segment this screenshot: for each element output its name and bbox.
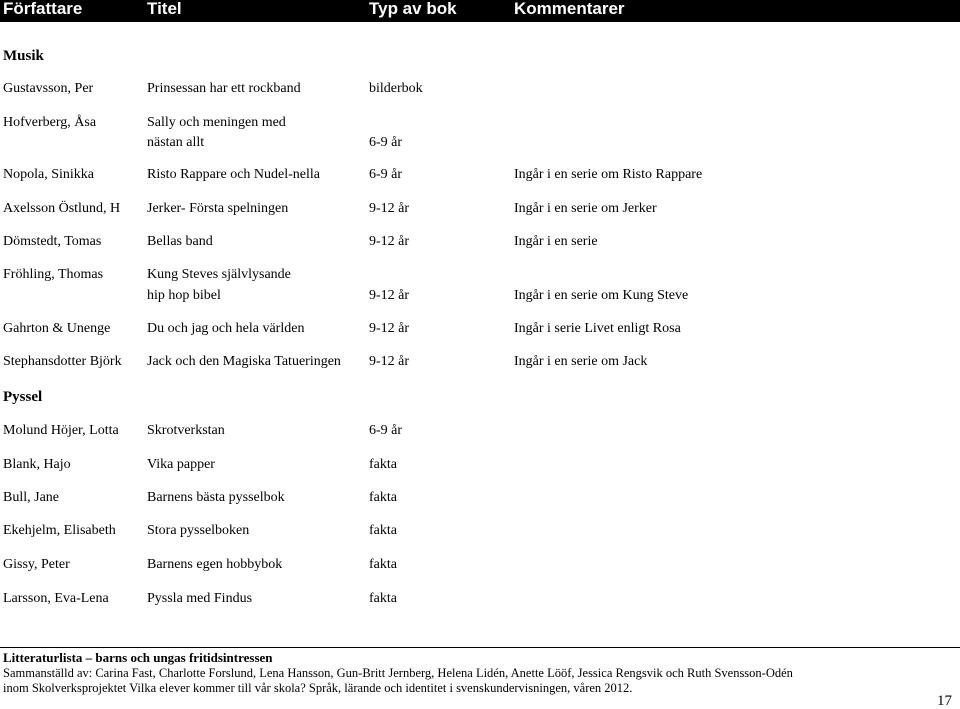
cell-title: Stora pysselboken xyxy=(147,523,250,538)
cell-author: Dömstedt, Tomas xyxy=(3,234,102,249)
table-header xyxy=(0,0,960,22)
cell-type: 9-12 år xyxy=(369,288,410,303)
cell-title: Pyssla med Findus xyxy=(147,591,253,606)
cell-author: Molund Höjer, Lotta xyxy=(3,423,119,438)
cell-comment: Ingår i en serie om Kung Steve xyxy=(514,288,689,303)
cell-type: 9-12 år xyxy=(369,354,410,369)
footer-project: inom Skolverksprojektet Vilka elever kommer till vår skola? Språk, lärande och identitet i svenskundervisningen, våren 2012. xyxy=(3,681,633,695)
cell-comment: Ingår i serie Livet enligt Rosa xyxy=(514,321,681,336)
cell-author: Axelsson Östlund, H xyxy=(3,201,121,216)
header-author: Författare xyxy=(3,0,83,18)
cell-author: Hofverberg, Åsa xyxy=(3,115,97,130)
cell-title: Barnens bästa pysselbok xyxy=(147,490,285,505)
cell-title: Sally och meningen med xyxy=(147,115,286,130)
cell-comment: Ingår i en serie om Jerker xyxy=(514,201,657,216)
cell-author: Blank, Hajo xyxy=(3,457,71,472)
cell-author: Fröhling, Thomas xyxy=(3,267,104,282)
section-title-pyssel: Pyssel xyxy=(3,389,43,405)
cell-author: Stephansdotter Björk xyxy=(3,354,122,369)
cell-title: Barnens egen hobbybok xyxy=(147,557,283,572)
cell-author: Gustavsson, Per xyxy=(3,81,94,96)
cell-title: Prinsessan har ett rockband xyxy=(147,81,301,96)
cell-type: fakta xyxy=(369,557,397,572)
cell-author: Ekehjelm, Elisabeth xyxy=(3,523,116,538)
cell-type: 9-12 år xyxy=(369,201,410,216)
footer-divider xyxy=(0,647,960,648)
cell-title-line2: hip hop bibel xyxy=(147,288,221,303)
cell-title: Bellas band xyxy=(147,234,213,249)
cell-type: 9-12 år xyxy=(369,234,410,249)
cell-author: Nopola, Sinikka xyxy=(3,167,94,182)
cell-title: Vika papper xyxy=(147,457,215,472)
cell-comment: Ingår i en serie om Risto Rappare xyxy=(514,167,703,182)
cell-title: Skrotverkstan xyxy=(147,423,225,438)
cell-type: 6-9 år xyxy=(369,135,403,150)
cell-title-line2: nästan allt xyxy=(147,135,205,150)
cell-type: 9-12 år xyxy=(369,321,410,336)
cell-type: 6-9 år xyxy=(369,423,403,438)
cell-title: Jack och den Magiska Tatueringen xyxy=(147,354,341,369)
cell-title: Risto Rappare och Nudel-nella xyxy=(147,167,321,182)
cell-title: Kung Steves självlysande xyxy=(147,267,291,282)
header-comment: Kommentarer xyxy=(514,0,625,18)
footer-title: Litteraturlista – barns och ungas fritidsintressen xyxy=(3,650,273,665)
cell-author: Gahrton & Unenge xyxy=(3,321,111,336)
header-title: Titel xyxy=(147,0,182,18)
cell-type: bilderbok xyxy=(369,81,423,96)
cell-author: Bull, Jane xyxy=(3,490,59,505)
cell-type: fakta xyxy=(369,523,397,538)
cell-author: Gissy, Peter xyxy=(3,557,70,572)
cell-author: Larsson, Eva-Lena xyxy=(3,591,109,606)
page-number: 17 xyxy=(937,693,952,709)
section-title-musik: Musik xyxy=(3,48,44,64)
header-type: Typ av bok xyxy=(369,0,457,18)
cell-type: fakta xyxy=(369,591,397,606)
cell-title: Du och jag och hela världen xyxy=(147,321,305,336)
cell-type: fakta xyxy=(369,490,397,505)
cell-comment: Ingår i en serie xyxy=(514,234,598,249)
footer-credits: Sammanställd av: Carina Fast, Charlotte Forslund, Lena Hansson, Gun-Britt Jernberg, Helena Lidén, Anette Lööf, Jessica Rengsvik och Ruth Svensson-Odén xyxy=(3,666,793,680)
cell-type: fakta xyxy=(369,457,397,472)
cell-type: 6-9 år xyxy=(369,167,403,182)
cell-title: Jerker- Första spelningen xyxy=(147,201,289,216)
cell-comment: Ingår i en serie om Jack xyxy=(514,354,648,369)
